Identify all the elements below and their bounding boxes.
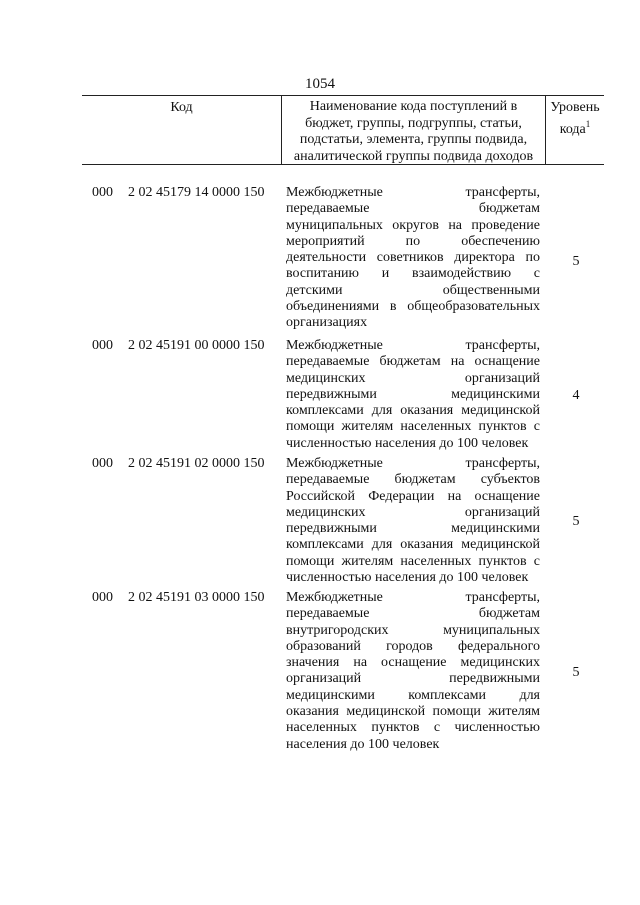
- row-description-line: мероприятий по обеспечению: [286, 233, 540, 249]
- row-description-line: организаций передвижными: [286, 671, 540, 687]
- row-prefix: 000: [92, 590, 113, 605]
- row-description-line: Межбюджетные трансферты,: [286, 456, 540, 471]
- row-description-line: объединениями в общеобразовательных: [286, 299, 540, 315]
- row-description-line: комплексами для оказания медицинской: [286, 403, 540, 419]
- row-description: [286, 185, 540, 332]
- row-description-line: значения на оснащение медицинских: [286, 655, 540, 671]
- row-prefix: 000: [92, 456, 113, 471]
- row-description-line: численностью населения до 100 человек: [286, 435, 529, 451]
- row-prefix: 000: [92, 338, 113, 353]
- table-header: [82, 95, 604, 165]
- header-code: Код: [82, 96, 282, 164]
- header-name-line: Наименование кода поступлений в: [309, 99, 518, 114]
- row-description-line: передаваемые бюджетам: [286, 201, 540, 217]
- header-name-line: бюджет, группы, подгруппы, статьи,: [305, 115, 522, 131]
- row-description: [286, 338, 540, 452]
- row-level: 5: [572, 254, 580, 269]
- row-code: 2 02 45191 00 0000 150: [128, 338, 265, 353]
- row-description-line: образований городов федерального: [286, 638, 540, 654]
- row-description-line: Межбюджетные трансферты,: [286, 185, 540, 200]
- row-description-line: численностью населения до 100 человек: [286, 570, 529, 586]
- row-description: [286, 456, 540, 586]
- page-number: 1054: [305, 76, 335, 92]
- row-description-line: комплексами для оказания медицинской: [286, 537, 540, 553]
- row-description-line: деятельности советников директора по: [286, 250, 540, 266]
- row-description-line: населения до 100 человек: [286, 736, 440, 752]
- row-description-line: помощи жителям населенных пунктов с: [286, 419, 540, 435]
- row-prefix: 000: [92, 185, 113, 200]
- row-description-line: медицинских организаций: [286, 504, 540, 520]
- row-description-line: передаваемые бюджетам: [286, 606, 540, 622]
- row-description-line: помощи жителям населенных пунктов с: [286, 553, 540, 569]
- row-level: 4: [572, 388, 580, 403]
- row-description-line: медицинских организаций: [286, 370, 540, 386]
- row-description-line: Российской Федерации на оснащение: [286, 488, 540, 504]
- row-description-line: Межбюджетные трансферты,: [286, 590, 540, 605]
- header-level-footnote: 1: [585, 119, 591, 129]
- header-name: [282, 96, 545, 164]
- row-code: 2 02 45191 03 0000 150: [128, 590, 265, 605]
- row-description-line: оказания медицинской помощи жителям: [286, 704, 540, 720]
- row-description-line: медицинскими комплексами для: [286, 687, 540, 703]
- row-description-line: передаваемые бюджетам субъектов: [286, 472, 540, 488]
- row-description-line: организациях: [286, 315, 368, 331]
- row-level: 5: [572, 514, 580, 529]
- header-level-line2-wrap: [546, 116, 604, 138]
- row-description-line: передвижными медицинскими: [286, 521, 540, 537]
- row-code: 2 02 45191 02 0000 150: [128, 456, 265, 471]
- row-description: [286, 590, 540, 753]
- row-level: 5: [572, 665, 580, 680]
- header-level-line2: кода: [559, 122, 586, 137]
- header-level-line1: Уровень: [550, 100, 600, 115]
- row-description-line: передаваемые бюджетам на оснащение: [286, 354, 540, 370]
- row-description-line: внутригородских муниципальных: [286, 622, 540, 638]
- row-description-line: детскими общественными: [286, 282, 540, 298]
- header-level: [545, 96, 604, 164]
- row-description-line: населенных пунктов с численностью: [286, 720, 540, 736]
- row-code: 2 02 45179 14 0000 150: [128, 185, 265, 200]
- row-description-line: муниципальных округов на проведение: [286, 217, 540, 233]
- row-description-line: передвижными медицинскими: [286, 386, 540, 402]
- header-name-line: подстатьи, элемента, группы подвида,: [299, 132, 528, 147]
- row-description-line: воспитанию и взаимодействию с: [286, 266, 540, 282]
- row-description-line: Межбюджетные трансферты,: [286, 338, 540, 353]
- header-name-line: аналитической группы подвида доходов: [293, 148, 534, 164]
